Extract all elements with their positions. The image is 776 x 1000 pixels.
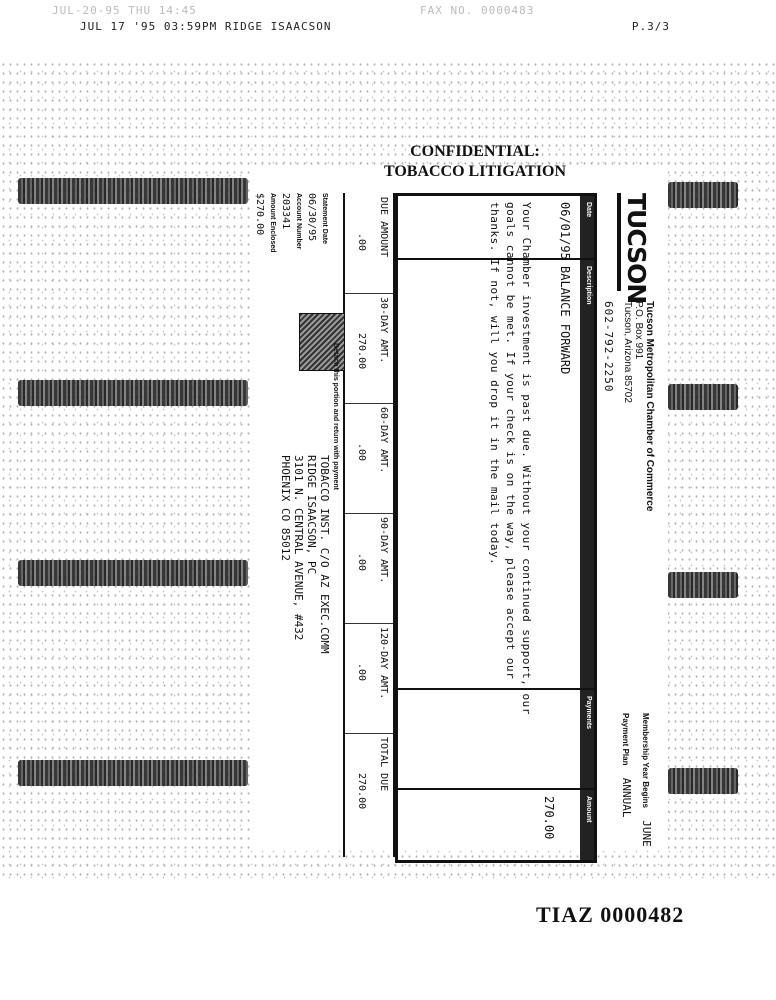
membership-year-label: Membership Year Begins	[641, 713, 650, 808]
noise-band	[668, 768, 738, 794]
membership-year-value: JUNE	[640, 820, 653, 847]
message-line: goals cannot be met. If your check is on the way, please accept our	[504, 202, 517, 680]
fax-top-faint-right: FAX NO. 0000483	[420, 4, 535, 17]
aging-value: .00	[356, 443, 367, 462]
org-address-block	[622, 301, 655, 511]
line-date: 06/01/95	[558, 202, 572, 260]
bates-number: TIAZ 0000482	[536, 902, 685, 927]
col-description: Description	[585, 266, 592, 305]
aging-cell	[345, 403, 393, 514]
aging-label: 120-DAY AMT.	[378, 627, 389, 700]
amount-enclosed: $270.00	[254, 193, 265, 236]
fax-page-number: P.3/3	[631, 20, 670, 33]
org-phone: 602-792-2250	[602, 301, 615, 393]
account-number: 203341	[280, 193, 291, 230]
message-line: thanks. If not, will you drop it in the mail today.	[488, 202, 501, 566]
address-line: TOBACCO INST. C/O AZ EXEC.COMM	[318, 455, 331, 654]
aging-summary	[343, 193, 395, 857]
noise-band	[668, 384, 738, 410]
aging-cell	[345, 293, 393, 404]
noise-band	[18, 760, 248, 786]
chamber-statement	[254, 193, 657, 857]
table-divider	[398, 788, 594, 790]
aging-cell	[345, 193, 393, 294]
noise-band	[18, 560, 248, 586]
fax-header-line: JUL 17 '95 03:59PM RIDGE ISAACSON	[80, 20, 332, 33]
aging-label: DUE AMOUNT	[378, 197, 389, 258]
aging-value: 270.00	[356, 773, 367, 810]
aging-value: 270.00	[356, 333, 367, 370]
mailing-address	[279, 455, 331, 654]
fax-top-faint-left: JUL-20-95 THU 14:45	[52, 4, 197, 17]
table-header	[580, 196, 594, 860]
statement-date: 06/30/95	[306, 193, 317, 242]
col-payments: Payments	[585, 696, 592, 730]
line-amount: 270.00	[542, 796, 556, 840]
account-number-label: Account Number	[295, 193, 302, 250]
aging-value: .00	[356, 553, 367, 572]
detach-note: Detach this portion and return with payment	[332, 343, 339, 491]
noise-band	[18, 178, 248, 204]
aging-label: 90-DAY AMT.	[378, 517, 389, 584]
org-city: Tucson, Arizona 85702	[622, 301, 633, 403]
fax-header	[40, 2, 740, 36]
payment-plan-value: ANNUAL	[620, 777, 633, 818]
tucson-logo: TUCSON	[617, 193, 651, 291]
remittance-block	[253, 193, 331, 253]
address-line: 3101 N. CENTRAL AVENUE, #432	[292, 455, 305, 641]
aging-label: TOTAL DUE	[378, 737, 389, 792]
statement-table	[395, 193, 597, 863]
amount-enclosed-label: Amount Enclosed	[269, 193, 276, 253]
message-line: Your Chamber investment is past due. Without your continued support, our	[520, 202, 533, 715]
statement-date-label: Statement Date	[321, 193, 328, 244]
aging-label: 60-DAY AMT.	[378, 407, 389, 474]
org-name: Tucson Metropolitan Chamber of Commerce	[644, 301, 655, 512]
noise-band	[18, 380, 248, 406]
aging-value: .00	[356, 663, 367, 682]
noise-band	[668, 572, 738, 598]
noise-band	[668, 182, 738, 208]
col-date: Date	[585, 202, 592, 218]
col-amount: Amount	[585, 796, 592, 823]
aging-cell	[345, 623, 393, 734]
address-line: RIDGE ISAACSON, PC	[305, 455, 318, 575]
org-po-box: P.O. Box 991	[633, 301, 644, 360]
aging-cell	[345, 513, 393, 624]
aging-cell	[345, 733, 393, 857]
past-due-message	[486, 202, 534, 782]
aging-value: .00	[356, 233, 367, 252]
line-description: BALANCE FORWARD	[558, 266, 572, 375]
confidential-line-1: CONFIDENTIAL:	[410, 143, 540, 160]
aging-label: 30-DAY AMT.	[378, 297, 389, 364]
confidential-stamp	[350, 142, 600, 182]
confidential-line-2: TOBACCO LITIGATION	[383, 163, 567, 180]
payment-plan-label: Payment Plan	[621, 713, 630, 766]
address-line: PHOENIX CO 85012	[279, 455, 292, 561]
